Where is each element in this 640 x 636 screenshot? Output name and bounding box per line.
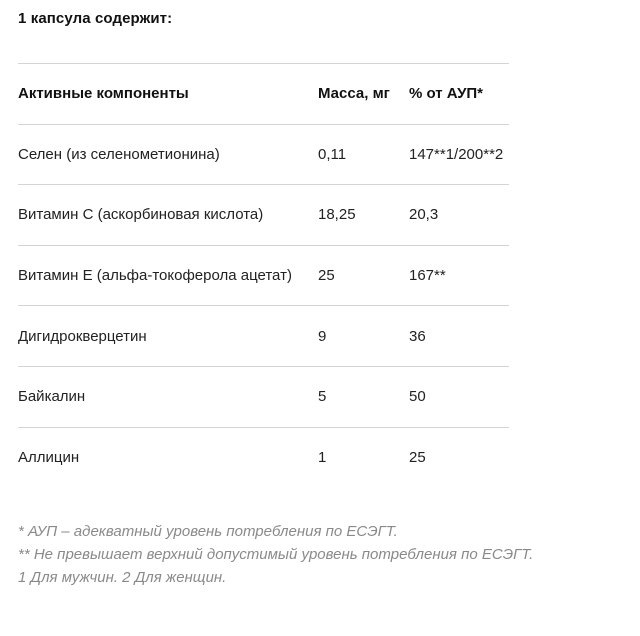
composition-heading: 1 капсула содержит: xyxy=(18,10,173,27)
component-mass: 9 xyxy=(318,327,327,345)
component-mass: 5 xyxy=(318,388,327,406)
footnote-upper-limit: ** Не превышает верхний допустимый уровень потребления по ЕСЭГТ. xyxy=(18,546,534,563)
component-rda: 167** xyxy=(409,267,446,285)
component-name: Аллицин xyxy=(18,449,80,467)
table-row xyxy=(18,306,509,367)
component-name: Дигидрокверцетин xyxy=(18,327,147,345)
composition-table xyxy=(18,63,509,488)
footnote-gender: 1 Для мужчин. 2 Для женщин. xyxy=(18,569,227,586)
component-rda: 50 xyxy=(409,388,426,406)
component-mass: 18,25 xyxy=(318,206,356,224)
table-row xyxy=(18,427,509,488)
table-row xyxy=(18,124,509,185)
table-header-row xyxy=(18,64,509,125)
component-name: Селен (из селенометионина) xyxy=(18,145,220,163)
component-name: Витамин Е (альфа-токоферола ацетат) xyxy=(18,267,292,285)
footnotes xyxy=(18,520,533,589)
column-header-components: Активные компоненты xyxy=(18,85,189,103)
component-rda: 25 xyxy=(409,449,426,467)
table-row xyxy=(18,366,509,427)
component-name: Байкалин xyxy=(18,388,86,406)
component-name: Витамин С (аскорбиновая кислота) xyxy=(18,206,264,224)
component-rda: 36 xyxy=(409,327,426,345)
component-rda: 147**1/200**2 xyxy=(409,145,504,163)
footnote-rda-definition: * АУП – адекватный уровень потребления по ЕСЭГТ. xyxy=(18,523,398,540)
component-mass: 1 xyxy=(318,449,327,467)
component-rda: 20,3 xyxy=(409,206,439,224)
component-mass: 0,11 xyxy=(318,145,347,163)
table-row xyxy=(18,185,509,246)
table-row xyxy=(18,245,509,306)
column-header-rda: % от АУП* xyxy=(409,85,484,103)
column-header-mass: Масса, мг xyxy=(318,85,390,103)
component-mass: 25 xyxy=(318,267,335,285)
